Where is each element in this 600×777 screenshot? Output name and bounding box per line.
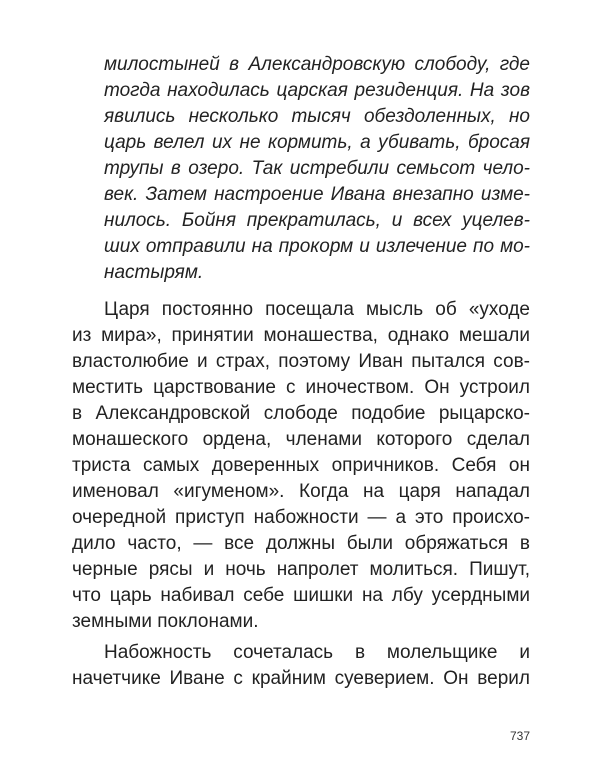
quote-line: ших отправили на прокорм и излечение по мо- — [104, 236, 530, 257]
paragraph-line: триста самых доверенных опричников. Себя он — [72, 455, 530, 476]
paragraph-line: в Александровской слободе подобие рыцарско- — [72, 403, 530, 424]
paragraph-line: черные рясы и ночь напролет молиться. Пишут, — [72, 559, 530, 580]
quote-line: настырям. — [104, 262, 204, 283]
quote-line: трупы в озеро. Так истребили семьсот чело- — [104, 158, 530, 179]
paragraph-line: Царя постоянно посещала мысль об «уходе — [104, 299, 530, 320]
paragraph-line: из мира», принятии монашества, однако мешали — [72, 325, 530, 346]
quote-line: царь велел их не кормить, а убивать, бросая — [104, 132, 530, 153]
quote-line: тогда находилась царская резиденция. На зов — [104, 80, 530, 101]
quote-line: явились несколько тысяч обездоленных, но — [104, 106, 530, 127]
paragraph-line: местить царствование с иночеством. Он устроил — [72, 377, 530, 398]
paragraph-line: дило часто, — все должны были обряжаться в — [72, 533, 530, 554]
quote-line: век. Затем настроение Ивана внезапно изме- — [104, 184, 530, 205]
paragraph-line: монашеского ордена, членами которого сделал — [72, 429, 530, 450]
paragraph-line: начетчике Иване с крайним суеверием. Он верил — [72, 668, 530, 689]
paragraph-line: Набожность сочеталась в молельщике и — [104, 642, 530, 663]
paragraph-line: властолюбие и страх, поэтому Иван пытался сов- — [72, 351, 530, 372]
page-number: 737 — [509, 729, 530, 743]
paragraph-line: земными поклонами. — [72, 611, 259, 632]
quote-line: милостыней в Александровскую слободу, где — [104, 54, 530, 75]
paragraph-line: что царь набивал себе шишки на лбу усердными — [72, 585, 530, 606]
paragraph-line: именовал «игуменом». Когда на царя нападал — [72, 481, 530, 502]
quote-line: нилось. Бойня прекратилась, и всех уцелев- — [104, 210, 530, 231]
paragraph-line: очередной приступ набожности — а это происхо- — [72, 507, 530, 528]
